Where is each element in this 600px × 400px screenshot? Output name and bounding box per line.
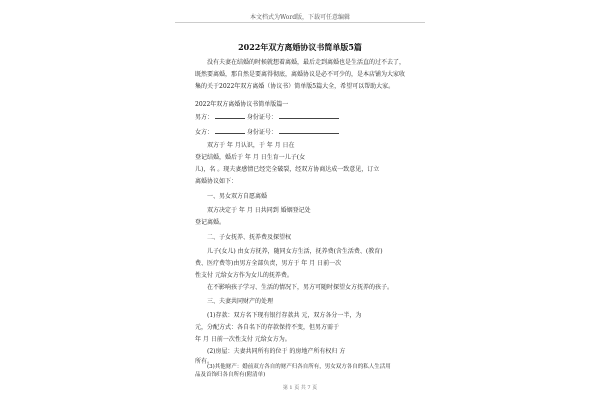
clause-1-line-a: 双方决定于 年 月 日共同到 婚姻登记处 — [207, 207, 311, 214]
female-party-line — [195, 126, 410, 140]
document-title: 2022年双方离婚协议书简单版5篇 — [238, 42, 362, 52]
clause-3-line-d: (2)房屋：夫妻共同所有的位于 的房地产所有权归 方 — [207, 348, 346, 355]
female-name-blank — [215, 126, 245, 134]
clause-2-line-c: 性支付 元给女方作为女儿的抚养费。 — [195, 272, 293, 279]
clause-3-line-a: (1)存款：双方名下现有银行存款共 元，双方各分一半，为 — [207, 312, 362, 319]
clause-1-line-b: 登记离婚。 — [195, 219, 226, 226]
male-party-line — [195, 111, 410, 125]
section-label: 2022年双方离婚协议书简单版篇一 — [195, 101, 289, 108]
intro-line-3: 集的关于2022年双方离婚（协议书）简单版5篇大全，希望可以帮助大家。 — [195, 83, 395, 90]
male-name-blank — [215, 111, 245, 119]
heading-3: 三、夫妻共同财产的处理 — [207, 298, 274, 305]
clause-2-line-d: 在不影响孩子学习、生活的情况下，男方可随时探望女方抚养的孩子。 — [207, 284, 394, 291]
heading-1: 一、男女双方自愿离婚 — [207, 193, 268, 200]
heading-2: 二、子女抚养、抚养费及探望权 — [207, 234, 292, 241]
female-label: 女方： — [195, 129, 214, 136]
intro-line-2: 既然要离婚，那自然是要离得彻底，离婚协议是必不可少的，是本店铺为大家收 — [195, 71, 406, 78]
marriage-line-a: 双方于 年 月认识，于 年 月 日在 — [207, 142, 295, 149]
clause-2-line-a: 儿子(女儿) 由女方抚养，随同女方生活，抚养费(含生活费、(教育) — [207, 248, 383, 255]
page-footer: 第 1 页 共 7 页 — [282, 385, 318, 391]
clause-3-line-g: 品及首饰归各自所有(附清单) — [195, 372, 266, 378]
marriage-line-c: 儿)，名 。现夫妻感情已经完全破裂，经双方协商达成一致意见，订立 — [195, 166, 380, 173]
female-id-label: 身份证号： — [246, 129, 277, 136]
male-id-blank — [279, 111, 339, 119]
male-id-label: 身份证号： — [246, 114, 277, 121]
clause-3-line-c: 年 月 日前一次性支付 元给女方为。 — [195, 336, 291, 343]
male-label: 男方： — [195, 114, 214, 121]
clause-3-line-e: 所有。 — [195, 358, 214, 365]
intro-line-1: 没有夫妻在结婚的时候就想着离婚，最后走到离婚也是生活直的过不去了， — [207, 59, 406, 66]
header-notice: 本文档式为Word版，下载可任意编辑 — [249, 14, 351, 21]
clause-3-line-b: 元，分配方式：各自名下的存款保持不变，但男方需于 — [195, 324, 340, 331]
marriage-line-b: 登记结婚，婚后于 年 月 日生育一儿子(女 — [195, 154, 306, 161]
female-id-blank — [279, 126, 339, 134]
clause-3-line-f: (3)其他财产：婚前双方各自的财产归各自所有，男女双方各自的私人生活用 — [207, 364, 391, 370]
header-divider — [175, 22, 425, 23]
marriage-line-d: 离婚协议如下： — [195, 178, 238, 185]
clause-2-line-b: 费、医疗费等)由男方全部负责，男方于 年 月 日前一次 — [195, 260, 342, 267]
